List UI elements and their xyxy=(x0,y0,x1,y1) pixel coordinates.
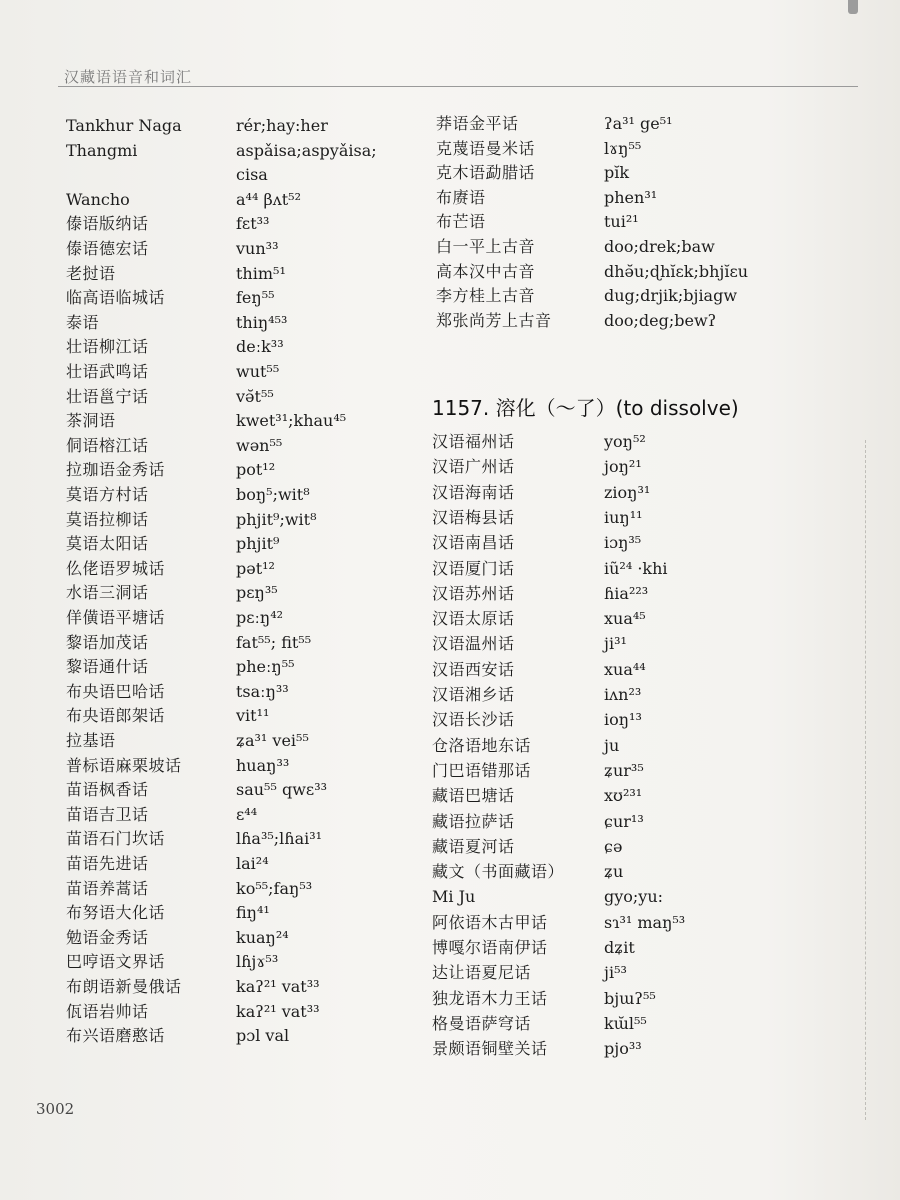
phonetic-form: sau⁵⁵ qwɛ³³ xyxy=(236,780,328,800)
language-name: 普标语麻栗坡话 xyxy=(66,755,182,775)
phonetic-form: pĭk xyxy=(604,163,630,183)
phonetic-form: ʔa³¹ ge⁵¹ xyxy=(604,114,673,133)
phonetic-form: zioŋ³¹ xyxy=(604,482,651,502)
entry-row xyxy=(66,483,486,507)
language-name: 汉语南昌话 xyxy=(432,533,515,553)
language-name: 汉语梅县话 xyxy=(432,507,515,527)
entry-row xyxy=(66,827,486,851)
language-name: 黎语加茂话 xyxy=(66,632,149,652)
language-name: 藏文（书面藏语） xyxy=(432,862,565,882)
entry-row xyxy=(432,708,852,732)
entry-row xyxy=(432,531,852,555)
entry-row xyxy=(432,961,852,985)
phonetic-form: kwet³¹;khau⁴⁵ xyxy=(236,411,347,431)
page-number: 3002 xyxy=(36,1100,75,1118)
entry-row xyxy=(432,860,852,884)
phonetic-form: kɯ̆l⁵⁵ xyxy=(604,1013,647,1033)
entry-row xyxy=(66,335,486,359)
language-name: 佯僙语平塘话 xyxy=(66,608,166,627)
language-name: 布赓语 xyxy=(436,187,486,207)
entry-row xyxy=(66,606,486,630)
phonetic-form: cisa xyxy=(236,165,268,185)
phonetic-form: lɦjɤ⁵³ xyxy=(236,952,279,972)
phonetic-form: pjo³³ xyxy=(604,1039,642,1059)
phonetic-form: wən⁵⁵ xyxy=(236,435,283,455)
entry-row xyxy=(436,161,856,185)
entry-row xyxy=(432,734,852,758)
entry-row xyxy=(66,680,486,704)
page-edge-mark xyxy=(848,0,858,14)
language-name: 布央语巴哈话 xyxy=(66,681,166,701)
phonetic-form: boŋ⁵;wit⁸ xyxy=(236,485,310,504)
entry-row xyxy=(436,260,856,284)
entry-row xyxy=(66,311,486,335)
phonetic-form: lai²⁴ xyxy=(236,854,269,873)
entry-row xyxy=(66,655,486,679)
entry-row xyxy=(66,237,486,261)
language-name: 汉语太原话 xyxy=(432,609,515,629)
entry-row xyxy=(66,286,486,310)
entry-row xyxy=(66,926,486,950)
phonetic-form: lɤŋ⁵⁵ xyxy=(604,138,642,158)
phonetic-form: gyo;yu: xyxy=(604,887,664,907)
phonetic-form: xua⁴⁵ xyxy=(604,609,646,629)
language-name: 李方桂上古音 xyxy=(436,286,536,306)
phonetic-form: iɔŋ³⁵ xyxy=(604,533,642,553)
phonetic-form: thiŋ⁴⁵³ xyxy=(236,312,288,332)
phonetic-form: wut⁵⁵ xyxy=(236,362,280,381)
phonetic-form: phen³¹ xyxy=(604,187,658,207)
language-name: 老挝语 xyxy=(66,263,116,283)
entry-row xyxy=(436,112,856,136)
entry-row xyxy=(432,1037,852,1061)
language-name: 仓洛语地东话 xyxy=(432,735,532,755)
language-name: 傣语德宏话 xyxy=(66,239,149,258)
phonetic-form: ji⁵³ xyxy=(604,963,627,983)
language-name: 壮语武鸣话 xyxy=(66,362,149,381)
entry-row xyxy=(432,557,852,581)
phonetic-form: iʌn²³ xyxy=(604,685,642,704)
language-name: Wancho xyxy=(66,189,130,209)
entry-row xyxy=(436,309,856,333)
language-name: 克蔑语曼米话 xyxy=(436,138,536,158)
entry-row xyxy=(436,210,856,234)
entry-row xyxy=(66,803,486,827)
phonetic-form: joŋ²¹ xyxy=(604,457,642,477)
entry-row xyxy=(66,385,486,409)
entry-row xyxy=(66,557,486,581)
section-title: 1157. 溶化（～了）(to dissolve) xyxy=(432,396,739,420)
phonetic-form: ʑa³¹ vei⁵⁵ xyxy=(236,731,309,750)
phonetic-form: deːk³³ xyxy=(236,337,284,357)
phonetic-form: xʊ²³¹ xyxy=(604,786,643,806)
entry-row xyxy=(66,532,486,556)
entry-row xyxy=(66,975,486,999)
phonetic-form: ʑur³⁵ xyxy=(604,760,644,780)
entry-row xyxy=(432,683,852,707)
entry-row xyxy=(66,631,486,655)
phonetic-form: pheːŋ⁵⁵ xyxy=(236,657,295,677)
phonetic-form: rér;hay:her xyxy=(236,116,328,135)
entry-row xyxy=(66,212,486,236)
language-name: 苗语枫香话 xyxy=(66,780,149,800)
entry-row xyxy=(432,481,852,505)
phonetic-form: tsaːŋ³³ xyxy=(236,681,289,701)
phonetic-form: ju xyxy=(604,735,620,755)
language-name: 格曼语萨穹话 xyxy=(432,1013,532,1033)
entry-row xyxy=(436,235,856,259)
language-name: 藏语巴塘话 xyxy=(432,786,515,806)
language-name: 郑张尚芳上古音 xyxy=(436,310,552,330)
phonetic-form: phjit⁹ xyxy=(236,534,280,554)
entry-row xyxy=(432,1012,852,1036)
language-name: Tankhur Naga xyxy=(66,116,182,135)
phonetic-form: doo;deg;bewʔ xyxy=(604,310,717,330)
entry-row xyxy=(432,582,852,606)
language-name: 黎语通什话 xyxy=(66,657,149,677)
language-name: 汉语海南话 xyxy=(432,482,515,502)
language-name: 汉语广州话 xyxy=(432,457,515,477)
binding-line xyxy=(865,440,866,1120)
language-name: 拉基语 xyxy=(66,731,116,750)
entry-row xyxy=(66,139,486,163)
entry-row xyxy=(66,754,486,778)
phonetic-form: sɿ³¹ maŋ⁵³ xyxy=(604,912,686,932)
entry-row xyxy=(432,632,852,656)
entry-row xyxy=(432,810,852,834)
language-name: 苗语吉卫话 xyxy=(66,804,149,824)
language-name: 苗语石门坎话 xyxy=(66,829,166,849)
language-name: 壮语邕宁话 xyxy=(66,386,149,406)
phonetic-form: a⁴⁴ βʌt⁵² xyxy=(236,189,301,209)
phonetic-form: fat⁵⁵; fit⁵⁵ xyxy=(236,632,312,652)
language-name: 莫语拉柳话 xyxy=(66,509,149,529)
entry-row xyxy=(66,1000,486,1024)
language-name: 仫佬语罗城话 xyxy=(66,558,166,578)
phonetic-form: yoŋ⁵² xyxy=(604,432,646,451)
entry-row xyxy=(66,581,486,605)
entry-row xyxy=(432,506,852,530)
entry-row xyxy=(66,188,486,212)
phonetic-form: kaʔ²¹ vat³³ xyxy=(236,977,320,996)
phonetic-form: bjɯʔ⁵⁵ xyxy=(604,988,656,1008)
phonetic-form: iuŋ¹¹ xyxy=(604,507,643,527)
phonetic-form: ɕur¹³ xyxy=(604,811,644,831)
entry-row xyxy=(432,911,852,935)
language-name: 藏语夏河话 xyxy=(432,836,515,856)
language-name: 侗语榕江话 xyxy=(66,435,149,455)
language-name: 莫语太阳话 xyxy=(66,534,149,554)
phonetic-form: fiŋ⁴¹ xyxy=(236,903,270,923)
entry-row xyxy=(432,835,852,859)
language-name: 达让语夏尼话 xyxy=(432,963,532,983)
language-name: 汉语温州话 xyxy=(432,634,515,654)
phonetic-form: fɛt³³ xyxy=(236,214,270,234)
entry-row xyxy=(66,163,486,187)
language-name: 苗语先进话 xyxy=(66,854,149,873)
phonetic-form: ɦia²²³ xyxy=(604,583,649,603)
phonetic-form: pɛŋ³⁵ xyxy=(236,583,278,603)
entry-row xyxy=(66,877,486,901)
language-name: 藏语拉萨话 xyxy=(432,811,515,831)
entry-row xyxy=(432,607,852,631)
entry-row xyxy=(66,409,486,433)
language-name: 汉语西安话 xyxy=(432,659,515,679)
language-name: 佤语岩帅话 xyxy=(66,1001,149,1021)
language-name: 高本汉中古音 xyxy=(436,261,536,281)
phonetic-form: pɔl val xyxy=(236,1026,290,1046)
language-name: 独龙语木力王话 xyxy=(432,988,548,1008)
language-name: 阿依语木古甲话 xyxy=(432,912,548,932)
phonetic-form: vǝ̆t⁵⁵ xyxy=(236,386,274,406)
entry-row xyxy=(66,360,486,384)
language-name: 汉语长沙话 xyxy=(432,710,515,730)
phonetic-form: pot¹² xyxy=(236,460,276,480)
entry-row xyxy=(432,784,852,808)
phonetic-form: feŋ⁵⁵ xyxy=(236,288,275,308)
language-name: 勉语金秀话 xyxy=(66,927,149,947)
phonetic-form: dhǝ̆u;ɖhĭɛk;bhjĭɛu xyxy=(604,261,749,281)
language-name: 汉语湘乡话 xyxy=(432,685,515,704)
phonetic-form: huaŋ³³ xyxy=(236,755,290,775)
language-name: 水语三洞话 xyxy=(66,583,149,603)
phonetic-form: phjit⁹;wit⁸ xyxy=(236,509,317,529)
entry-row xyxy=(66,434,486,458)
language-name: 茶洞语 xyxy=(66,411,116,431)
phonetic-form: doo;drek;baw xyxy=(604,237,715,256)
language-name: 莽语金平话 xyxy=(436,114,519,133)
language-name: 壮语柳江话 xyxy=(66,337,149,357)
language-name: 布芒语 xyxy=(436,212,486,232)
entry-row xyxy=(436,137,856,161)
language-name: 临高语临城话 xyxy=(66,288,166,308)
phonetic-form: ko⁵⁵;faŋ⁵³ xyxy=(236,878,313,898)
phonetic-form: ɕə xyxy=(604,836,623,856)
entry-row xyxy=(66,508,486,532)
entry-row xyxy=(432,759,852,783)
entry-row xyxy=(66,114,486,138)
entry-row xyxy=(66,729,486,753)
entry-row xyxy=(66,901,486,925)
language-name: 白一平上古音 xyxy=(436,237,536,256)
phonetic-form: kaʔ²¹ vat³³ xyxy=(236,1001,320,1021)
entry-row xyxy=(432,455,852,479)
phonetic-form: thim⁵¹ xyxy=(236,263,286,283)
phonetic-form: kuaŋ²⁴ xyxy=(236,927,289,947)
phonetic-form: ji³¹ xyxy=(604,634,627,654)
header-rule xyxy=(58,86,858,87)
entry-row xyxy=(66,852,486,876)
language-name: 莫语方村话 xyxy=(66,485,149,504)
phonetic-form: vit¹¹ xyxy=(236,706,270,726)
phonetic-form: ɛ⁴⁴ xyxy=(236,804,258,824)
entry-row xyxy=(436,186,856,210)
phonetic-form: iũ²⁴ ·khi xyxy=(604,558,668,578)
phonetic-form: tui²¹ xyxy=(604,212,639,232)
language-name: 巴哼语文界话 xyxy=(66,952,166,972)
language-name: 博嘎尔语南伊话 xyxy=(432,938,548,957)
phonetic-form: vun³³ xyxy=(236,239,279,258)
phonetic-form: ioŋ¹³ xyxy=(604,710,642,730)
language-name: 布朗语新曼俄话 xyxy=(66,977,182,996)
phonetic-form: dug;drjik;bjiagw xyxy=(604,286,738,306)
language-name: 布努语大化话 xyxy=(66,903,166,923)
entry-row xyxy=(432,987,852,1011)
phonetic-form: xua⁴⁴ xyxy=(604,659,646,679)
language-name: 汉语苏州话 xyxy=(432,583,515,603)
entry-row xyxy=(66,262,486,286)
language-name: Thangmi xyxy=(66,140,138,160)
entry-row xyxy=(432,936,852,960)
entry-row xyxy=(432,885,852,909)
language-name: 汉语厦门话 xyxy=(432,558,515,578)
language-name: Mi Ju xyxy=(432,887,476,907)
language-name: 苗语养蒿话 xyxy=(66,878,149,898)
language-name: 汉语福州话 xyxy=(432,432,515,451)
entry-row xyxy=(66,950,486,974)
language-name: 傣语版纳话 xyxy=(66,214,149,234)
language-name: 门巴语错那话 xyxy=(432,760,532,780)
entry-row xyxy=(66,778,486,802)
entry-row xyxy=(66,1024,486,1048)
language-name: 拉珈语金秀话 xyxy=(66,460,166,480)
language-name: 布央语郎架话 xyxy=(66,706,166,726)
language-name: 泰语 xyxy=(66,312,100,332)
entry-row xyxy=(432,658,852,682)
entry-row xyxy=(66,704,486,728)
phonetic-form: dʑit xyxy=(604,938,635,957)
entry-row xyxy=(66,458,486,482)
language-name: 景颇语铜壁关话 xyxy=(432,1039,548,1059)
running-head: 汉藏语语音和词汇 xyxy=(64,68,193,86)
phonetic-form: lɦa³⁵;lɦai³¹ xyxy=(236,829,323,849)
phonetic-form: pɛːŋ⁴² xyxy=(236,608,284,627)
language-name: 布兴语磨憨话 xyxy=(66,1026,166,1046)
language-name: 克木语勐腊话 xyxy=(436,163,536,183)
entry-row xyxy=(432,430,852,454)
entry-row xyxy=(436,284,856,308)
phonetic-form: ʑu xyxy=(604,862,624,882)
phonetic-form: pət¹² xyxy=(236,558,275,578)
phonetic-form: aspǎisa;aspyǎisa; xyxy=(236,140,377,160)
